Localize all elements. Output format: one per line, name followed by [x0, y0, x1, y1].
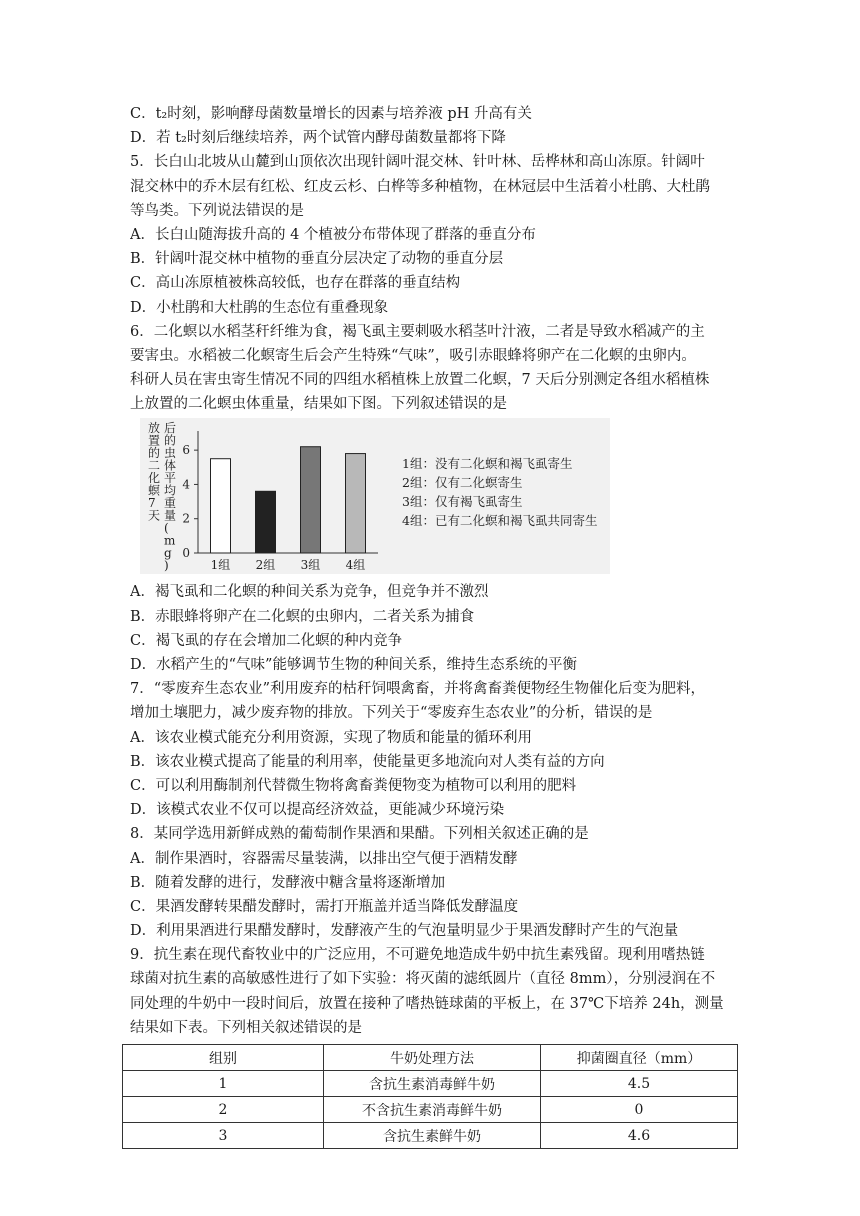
text-line: D．利用果酒进行果醋发酵时，发酵液产生的气泡量明显少于果酒发酵时产生的气泡量: [130, 923, 679, 940]
text-line: 增加土壤肥力，减少废弃物的排放。下列关于“零废弃生态农业”的分析，错误的是: [130, 705, 653, 722]
bar: [301, 447, 321, 553]
legend-entry: 4组：已有二化螟和褐飞虱共同寄生: [402, 513, 598, 529]
table-cell: 不含抗生素消毒鲜牛奶: [324, 1097, 541, 1123]
text-line: B．赤眼蜂将卵产在二化螟的虫卵内，二者关系为捕食: [130, 608, 475, 625]
table-cell: 4.5: [541, 1071, 738, 1097]
bar-chart: [140, 418, 610, 578]
text-line: C．褐飞虱的存在会增加二化螟的种内竞争: [130, 632, 403, 649]
legend-entry: 2组：仅有二化螟寄生: [402, 475, 523, 491]
table-cell: 含抗生素消毒鲜牛奶: [324, 1071, 541, 1097]
text-line: C．高山冻原植被株高较低，也存在群落的垂直结构: [130, 275, 461, 292]
text-line: 5．长白山北坡从山麓到山顶依次出现针阔叶混交林、针叶林、岳桦林和高山冻原。针阔叶: [130, 154, 705, 171]
x-tick-label: 3组: [300, 558, 321, 573]
table-cell: 2: [123, 1097, 324, 1123]
text-line: 球菌对抗生素的高敏感性进行了如下实验：将灭菌的滤纸圆片（直径 8mm），分别浸润在不: [130, 971, 716, 988]
y-tick-label: 2: [182, 512, 190, 527]
y-axis-label: 放置的二化螟 7 天后的虫体平均重量( m g ): [148, 421, 177, 573]
text-line: D．该模式农业不仅可以提高经济效益，更能减少环境污染: [130, 802, 505, 819]
text-line: 9．抗生素在现代畜牧业中的广泛应用，不可避免地造成牛奶中抗生素残留。现利用嗜热链: [130, 947, 705, 964]
y-tick-label: 0: [182, 546, 190, 561]
text-line: 6．二化螟以水稻茎秆纤维为食，褐飞虱主要刺吸水稻茎叶汁液，二者是导致水稻减产的主: [130, 323, 705, 340]
bar: [211, 459, 231, 553]
text-line: A．该农业模式能充分利用资源，实现了物质和能量的循环利用: [130, 729, 532, 746]
text-line: D．小杜鹃和大杜鹃的生态位有重叠现象: [130, 299, 389, 316]
bar: [346, 454, 366, 553]
table-cell: 3: [123, 1123, 324, 1149]
y-tick-label: 6: [182, 443, 190, 458]
table-row: [123, 1097, 738, 1123]
y-tick-label: 4: [182, 477, 190, 492]
text-line: D．若 t₂时刻后继续培养，两个试管内酵母菌数量都将下降: [130, 130, 506, 147]
table-cell: 含抗生素鲜牛奶: [324, 1123, 541, 1149]
x-tick-label: 1组: [210, 558, 231, 573]
text-line: 要害虫。水稻被二化螟寄生后会产生特殊“气味”，吸引赤眼蜂将卵产在二化螟的虫卵内。: [130, 347, 696, 364]
table-cell: 1: [123, 1071, 324, 1097]
table-header-cell: 牛奶处理方法: [324, 1045, 541, 1071]
x-tick-label: 4组: [345, 558, 366, 573]
text-line: A．长白山随海拔升高的 4 个植被分布带体现了群落的垂直分布: [130, 226, 536, 243]
text-line: 结果如下表。下列相关叙述错误的是: [130, 1019, 362, 1036]
page-content: [130, 102, 740, 1149]
text-line: A．制作果酒时，容器需尽量装满，以排出空气便于酒精发酵: [130, 850, 518, 867]
bar: [256, 492, 276, 554]
question-text-top: [130, 102, 740, 416]
question-text-bottom: [130, 580, 740, 1040]
table-cell: 4.6: [541, 1123, 738, 1149]
table-header-cell: 抑菌圈直径（mm）: [541, 1045, 738, 1071]
legend-entry: 3组：仅有褐飞虱寄生: [402, 494, 523, 510]
text-line: 8．某同学选用新鲜成熟的葡萄制作果酒和果醋。下列相关叙述正确的是: [130, 826, 589, 843]
text-line: 等鸟类。下列说法错误的是: [130, 202, 304, 219]
table-cell: 0: [541, 1097, 738, 1123]
results-table: [122, 1044, 738, 1149]
text-line: 混交林中的乔木层有红松、红皮云杉、白桦等多种植物，在林冠层中生活着小杜鹃、大杜鹃: [130, 178, 710, 195]
table-header-row: [123, 1045, 738, 1071]
legend-entry: 1组：没有二化螟和褐飞虱寄生: [402, 456, 573, 472]
table-row: [123, 1071, 738, 1097]
text-line: B．针阔叶混交林中植物的垂直分层决定了动物的垂直分层: [130, 251, 504, 268]
text-line: 同处理的牛奶中一段时间后，放置在接种了嗜热链球菌的平板上，在 37℃下培养 24h，测量: [130, 995, 724, 1012]
text-line: B．随着发酵的进行，发酵液中糖含量将逐渐增加: [130, 874, 446, 891]
text-line: C．t₂时刻，影响酵母菌数量增长的因素与培养液 pH 升高有关: [130, 106, 532, 122]
text-line: B．该农业模式提高了能量的利用率，使能量更多地流向对人类有益的方向: [130, 753, 605, 770]
x-tick-label: 2组: [255, 558, 276, 573]
text-line: 上放置的二化螟虫体重量，结果如下图。下列叙述错误的是: [130, 396, 507, 413]
text-line: C．可以利用酶制剂代替微生物将禽畜粪便物变为植物可以利用的肥料: [130, 777, 577, 794]
text-line: C．果酒发酵转果醋发酵时，需打开瓶盖并适当降低发酵温度: [130, 898, 519, 915]
figure: [130, 418, 740, 580]
text-line: D．水稻产生的“气味”能够调节生物的种间关系，维持生态系统的平衡: [130, 657, 577, 673]
text-line: A．褐飞虱和二化螟的种间关系为竞争，但竞争并不激烈: [130, 584, 489, 601]
text-line: 7．“零废弃生态农业”利用废弃的枯秆饲喂禽畜，并将禽畜粪便物经生物催化后变为肥料，: [130, 681, 706, 698]
text-line: 科研人员在害虫寄生情况不同的四组水稻植株上放置二化螟，7 天后分别测定各组水稻植株: [130, 372, 710, 389]
table-header-cell: 组别: [123, 1045, 324, 1071]
table-row: [123, 1123, 738, 1149]
